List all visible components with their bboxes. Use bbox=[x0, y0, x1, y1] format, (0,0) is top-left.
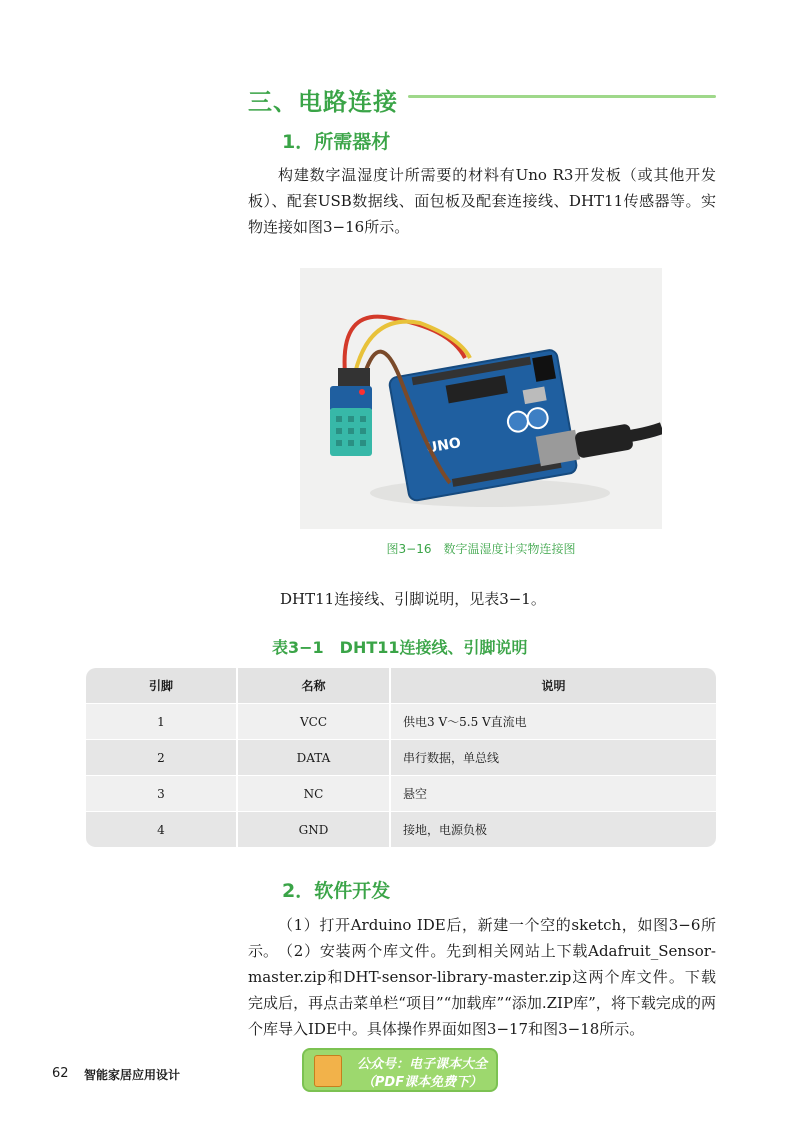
cell-name: VCC bbox=[238, 704, 391, 740]
cell-description: 悬空 bbox=[391, 776, 716, 812]
book-icon bbox=[314, 1055, 342, 1087]
cell-description: 串行数据，单总线 bbox=[391, 740, 716, 776]
paragraph-step-2: （2）安装两个库文件。先到相关网站上下载Adafruit_Sensor-master.zip和DHT-sensor-library-master.zip这两个库文件。下载完成后，再点击菜单栏“项目”“加载库”“添加.ZIP库”，将下载完成的两个库导入IDE中。具体操作界面如图3−17和图3−18所示。 bbox=[248, 942, 716, 1038]
figure-photo bbox=[300, 268, 662, 529]
header-name: 名称 bbox=[238, 668, 391, 704]
cell-name: DATA bbox=[238, 740, 391, 776]
subsection-title-software: 2．软件开发 bbox=[282, 880, 391, 902]
section-title-rule bbox=[408, 95, 716, 98]
cell-name: GND bbox=[238, 812, 391, 848]
table-row bbox=[86, 704, 716, 740]
book-title: 智能家居应用设计 bbox=[84, 1068, 181, 1082]
section-title: 三、电路连接 bbox=[248, 88, 398, 116]
cell-pin: 3 bbox=[86, 776, 238, 812]
cell-description: 供电3 V～5.5 V直流电 bbox=[391, 704, 716, 740]
pin-table bbox=[86, 668, 716, 848]
table-row bbox=[86, 812, 716, 848]
paragraph-step-1: （1）打开Arduino IDE后，新建一个空的sketch，如图3−6所示。 bbox=[248, 916, 716, 960]
table-reference-line: DHT11连接线、引脚说明，见表3−1。 bbox=[280, 590, 546, 608]
arduino-dht11-photo bbox=[300, 268, 662, 529]
header-description: 说明 bbox=[391, 668, 716, 704]
cell-pin: 1 bbox=[86, 704, 238, 740]
board-label: UNO bbox=[424, 434, 463, 457]
table-row bbox=[86, 740, 716, 776]
cell-pin: 4 bbox=[86, 812, 238, 848]
figure-caption: 图3−16 数字温湿度计实物连接图 bbox=[386, 542, 576, 556]
cell-description: 接地，电源负极 bbox=[391, 812, 716, 848]
table-row bbox=[86, 776, 716, 812]
header-pin: 引脚 bbox=[86, 668, 238, 704]
cell-pin: 2 bbox=[86, 740, 238, 776]
subsection-title-materials: 1．所需器材 bbox=[282, 131, 391, 153]
page-number: 62 bbox=[52, 1066, 69, 1081]
table-header-row bbox=[86, 668, 716, 704]
badge-line-2: （PDF课本免费下） bbox=[361, 1075, 483, 1090]
paragraph-materials: 构建数字温湿度计所需要的材料有Uno R3开发板（或其他开发板）、配套USB数据线、面包板及配套连接线、DHT11传感器等。实物连接如图3−16所示。 bbox=[248, 166, 716, 236]
badge-line-1: 公众号：电子课本大全 bbox=[356, 1057, 487, 1072]
watermark-badge bbox=[302, 1048, 498, 1092]
cell-name: NC bbox=[238, 776, 391, 812]
table-title: 表3−1 DHT11连接线、引脚说明 bbox=[272, 638, 528, 657]
